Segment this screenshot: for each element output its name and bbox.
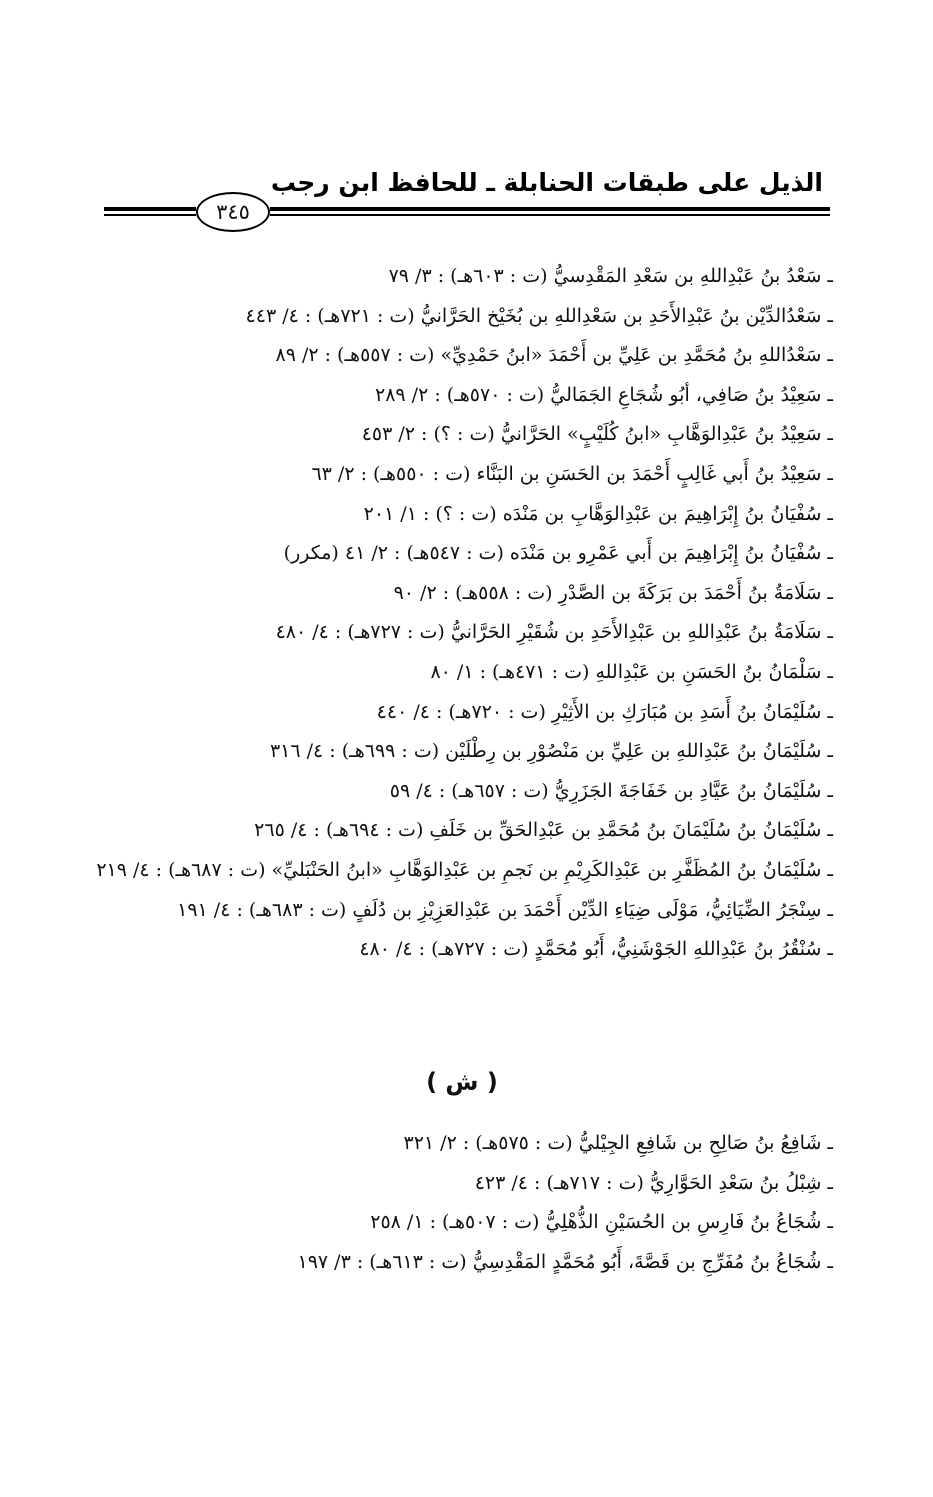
index-entry: ـ سُلَيْمَانُ بنُ عَيَّادِ بن خَفَاجَةَ الجَزَرِيُّ (ت : ٦٥٧هـ) : ٤/ ٥٩ [389,779,833,802]
index-entry: ـ سَعْدُالدِّيْن بنُ عَبْدِالأَحَدِ بن سَعْدِاللهِ بن بُخَيْخ الحَرَّانيُّ (ت : ٧٢١هـ) : ٤/ ٤٤٣ [245,304,833,327]
index-entry: ـ سُفْيَانُ بنُ إِبْرَاهِيمَ بن أَبي عَمْرِو بن مَنْدَه (ت : ٥٤٧هـ) : ٢/ ٤١ (مكرر) [283,542,833,565]
index-entry: ـ سَلَامَةُ بنُ أَحْمَدَ بن بَرَكَةَ بن الصَّدْرِ (ت : ٥٥٨هـ) : ٢/ ٩٠ [393,581,833,604]
index-entry: ـ سُفْيَانُ بنُ إِبْرَاهِيمَ بن عَبْدِالوَهَّابِ بن مَنْدَه (ت : ؟) : ١/ ٢٠١ [363,502,833,525]
running-header-title: الذيل على طبقات الحنابلة ـ للحافظ ابن رجب [270,168,823,197]
header-rule [104,192,830,232]
index-entry: ـ سَعِيْدُ بنُ أَبي غَالِبٍ أَحْمَدَ بن الحَسَنِ بن البَنَّاء (ت : ٥٥٠هـ) : ٢/ ٦٣ [311,462,833,485]
index-entries-shin [297,1124,833,1282]
index-entry: ـ سَعِيْدُ بنُ عَبْدِالوَهَّابِ «ابنُ كُلَيْبٍ» الحَرَّانيُّ (ت : ؟) : ٢/ ٤٥٣ [361,423,833,446]
index-entry: ـ سُلَيْمَانُ بنُ عَبْدِاللهِ بن عَلِيِّ بن مَنْصُوْرِ بن رِطْلَيْن (ت : ٦٩٩هـ) : ٤/ ٣١٦ [269,740,833,763]
index-entries-sin [96,257,833,970]
index-entry: ـ سُلَيْمَانُ بنُ أَسَدِ بن مُبَارَكِ بن الأَثِيْرِ (ت : ٧٢٠هـ) : ٤/ ٤٤٠ [376,700,833,723]
index-entry: ـ سَعِيْدُ بنُ صَافِي، أبُو شُجَاعِ الجَمَاليُّ (ت : ٥٧٠هـ) : ٢/ ٢٨٩ [375,383,833,406]
index-entry: ـ شَافِعُ بنُ صَالِحِ بن شَافِعِ الجِيْليُّ (ت : ٥٧٥هـ) : ٢/ ٣٢١ [403,1132,833,1154]
index-entry: ـ شُجَاعُ بنُ مُفَرِّجِ بن قَصَّةَ، أَبُو مُحَمَّدٍ المَقْدِسِيُّ (ت : ٦١٣هـ) : ٣/ ١٩٧ [297,1250,833,1273]
index-entry: ـ سَلَامَةُ بنُ عَبْدِاللهِ بن عَبْدِالأَحَدِ بن شُقَيْرِ الحَرَّانيُّ (ت : ٧٢٧هـ) : ٤/ ٤٨٠ [275,621,833,644]
index-entry: ـ سَلْمَانُ بنُ الحَسَنِ بن عَبْدِاللهِ (ت : ٤٧١هـ) : ١/ ٨٠ [430,660,833,683]
header-rule-right [270,207,830,216]
index-entry: ـ سَعْدُاللهِ بنُ مُحَمَّدِ بن عَلِيِّ بن أَحْمَدَ «ابنُ حَمْدِيِّ» (ت : ٥٥٧هـ) : ٢/ ٨٩ [275,344,833,367]
page-number: ٣٤٥ [196,192,270,232]
header-rule-left [104,207,196,216]
section-heading-shin: ( ش ) [426,1068,498,1096]
index-entry: ـ سُلَيْمَانُ بنُ المُظَفَّرِ بن عَبْدِالكَرِيْمِ بن نَجمِ بن عَبْدِالوَهَّابِ «ابنُ الحَنْبَليِّ» (ت : ٦٨٧هـ) : ٤/ ٢١٩ [96,858,833,881]
index-entry: ـ سِنْجَرُ الضِّيَائِيُّ، مَوْلَى ضِيَاءِ الدِّيْن أَحْمَدَ بن عَبْدِالعَزِيْزِ بن دُلَفٍ (ت : ٦٨٣هـ) : ٤/ ١٩١ [177,898,833,921]
index-entry: ـ سُنْقُرُ بنُ عَبْدِاللهِ الجَوْشَنِيُّ، أَبُو مُحَمَّدٍ (ت : ٧٢٧هـ) : ٤/ ٤٨٠ [359,938,833,961]
index-entry: ـ سَعْدُ بنُ عَبْدِاللهِ بن سَعْدِ المَقْدِسيُّ (ت : ٦٠٣هـ) : ٣/ ٧٩ [388,265,833,287]
index-entry: ـ سُلَيْمَانُ بنُ سُلَيْمَانَ بنُ مُحَمَّدِ بن عَبْدِالحَقِّ بن خَلَفِ (ت : ٦٩٤هـ) : ٤/ ٢٦٥ [254,819,833,842]
index-entry: ـ شُجَاعُ بنُ فَارِسِ بن الحُسَيْنِ الذُّهْلِيُّ (ت : ٥٠٧هـ) : ١/ ٢٥٨ [370,1211,833,1234]
index-entry: ـ شِبْلُ بنُ سَعْدِ الحَوَّارِيُّ (ت : ٧١٧هـ) : ٤/ ٤٢٣ [474,1171,833,1194]
